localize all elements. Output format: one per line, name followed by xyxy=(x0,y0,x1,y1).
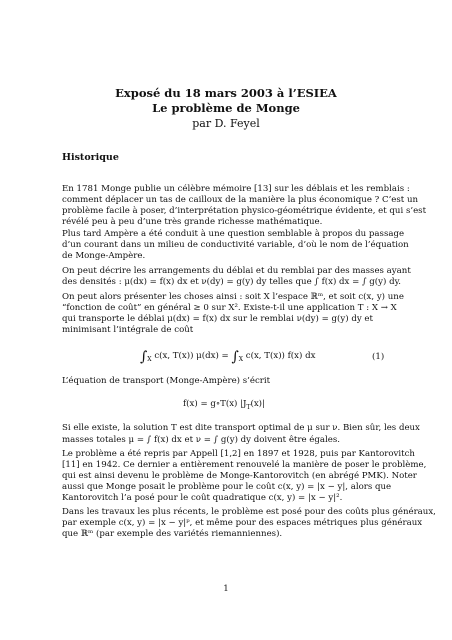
text-line: des densités : μ(dx) = f(x) dx et ν(dy) = g(y) dy telles que ∫ f(x) dx = ∫ g(y) dy. xyxy=(62,277,402,287)
text-line: comment déplacer un tas de cailloux de la manière la plus économique ? C’est un xyxy=(62,195,419,205)
equation-2-main: f(x) = g∘T(x) |J xyxy=(183,399,247,409)
text-line: problème facile à poser, d’interprétation physico-géométrique évidente, et qui s’est xyxy=(62,206,427,216)
text-line: Le problème a été repris par Appell [1,2] en 1897 et 1928, puis par Kantorovitch xyxy=(62,449,415,459)
author-line: par D. Feyel xyxy=(192,117,260,130)
integral-domain: X xyxy=(147,356,152,363)
text-line: masses totales μ = ∫ f(x) dx et ν = ∫ g(y) dy doivent être égales. xyxy=(62,435,340,445)
equation-number: (1) xyxy=(372,352,385,362)
text-line: Dans les travaux les plus récents, le problème est posé pour des coûts plus généraux, xyxy=(62,507,436,517)
integral-sign: ∫ xyxy=(140,349,148,365)
equation-1-left: c(x, T(x)) μ(dx) = xyxy=(154,351,229,361)
text-line: Plus tard Ampère a été conduit à une question semblable à propos du passage xyxy=(62,229,405,239)
text-line: qui est ainsi devenu le problème de Monge-Kantorovitch (en abrégé PMK). Noter xyxy=(62,471,417,481)
equation-1 xyxy=(140,349,315,365)
text-line: En 1781 Monge publie un célèbre mémoire [13] sur les déblais et les remblais : xyxy=(62,184,410,194)
section-heading: Historique xyxy=(62,152,119,163)
text-line: Si elle existe, la solution T est dite transport optimal de μ sur ν. Bien sûr, les deux xyxy=(62,423,420,433)
text-line: révélé peu à peu d’une très grande richesse mathématique. xyxy=(62,217,323,227)
text-line: “fonction de coût” en général ≥ 0 sur X². Existe-t-il une application T : X → X xyxy=(62,303,397,313)
text-line: Kantorovitch l’a posé pour le coût quadratique c(x, y) = |x − y|². xyxy=(62,493,343,503)
text-line: [11] en 1942. Ce dernier a entièrement renouvelé la manière de poser le problème, xyxy=(62,460,427,470)
title-line-2: Le problème de Monge xyxy=(152,101,300,115)
text-line: aussi que Monge posait le problème pour le coût c(x, y) = |x − y|, alors que xyxy=(62,482,392,492)
text-line: On peut décrire les arrangements du déblai et du remblai par des masses ayant xyxy=(62,266,411,276)
jacobian-subscript: T xyxy=(246,404,251,411)
text-line: par exemple c(x, y) = |x − y|ᵖ, et même pour des espaces métriques plus généraux xyxy=(62,518,423,528)
equation-2-end: (x)| xyxy=(250,399,265,409)
page-number: 1 xyxy=(223,584,229,594)
text-line: minimisant l’intégrale de coût xyxy=(62,325,194,335)
integral-domain: X xyxy=(238,356,244,363)
text-line: de Monge-Ampère. xyxy=(62,251,146,261)
equation-2 xyxy=(183,399,265,411)
text-line: On peut alors présenter les choses ainsi : soit X l’espace ℝᵐ, et soit c(x, y) une xyxy=(62,292,404,302)
text-line: d’un courant dans un milieu de conductivité variable, d’où le nom de l’équation xyxy=(62,240,409,250)
integral-sign: ∫ xyxy=(231,349,239,365)
text-line: qui transporte le déblai μ(dx) = f(x) dx sur le remblai ν(dy) = g(y) dy et xyxy=(62,314,373,324)
text-line: que ℝᵐ (par exemple des variétés riemanniennes). xyxy=(62,529,283,539)
text-line: L’équation de transport (Monge-Ampère) s’écrit xyxy=(62,376,271,386)
equation-1-right: c(x, T(x)) f(x) dx xyxy=(245,351,316,361)
title-line-1: Exposé du 18 mars 2003 à l’ESIEA xyxy=(115,86,337,100)
